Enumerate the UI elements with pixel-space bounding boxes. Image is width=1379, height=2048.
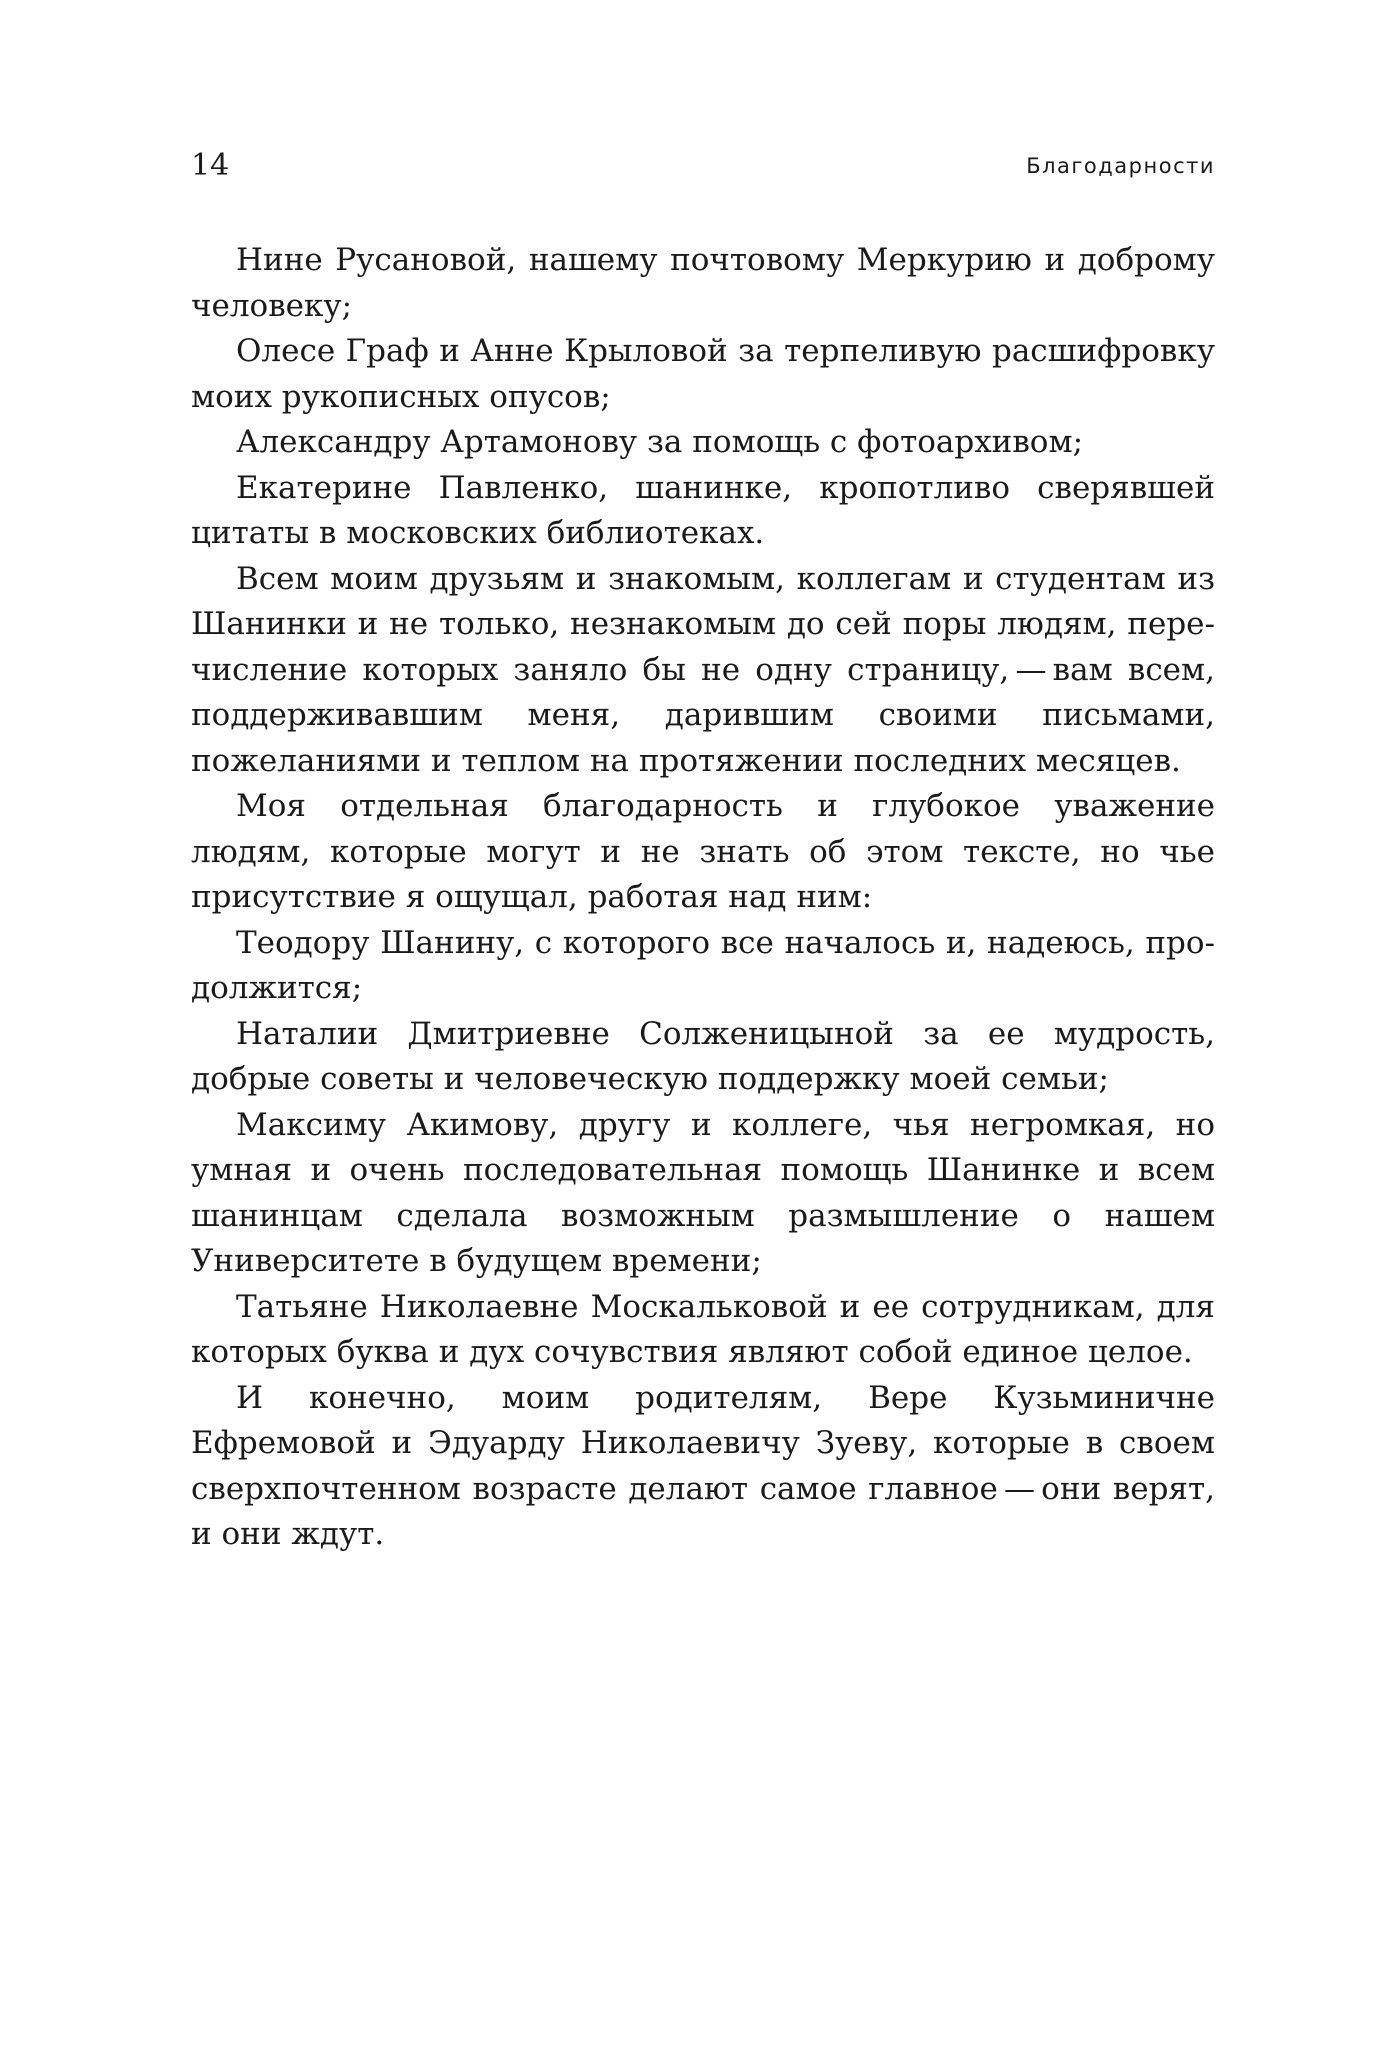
running-head: Благодарности <box>1026 154 1215 178</box>
paragraph-graf-krylova: Олесе Граф и Анне Крыловой за терпеливую расшифровку моих рукописных опусов; <box>191 333 1215 415</box>
body-text <box>191 238 1215 1558</box>
paragraph-parents: И конечно, моим родителям, Вере Кузьминичне Ефремовой и Эдуарду Николаевичу Зуеву, которые в своем сверхпочтенном возрасте делают самое главное — они верят, и они ждут. <box>191 1379 1215 1552</box>
paragraph-pavlenko: Екатерине Павленко, шанинке, кропотливо сверявшей цитаты в московских библиотеках. <box>191 469 1215 551</box>
paragraph-friends: Всем моим друзьям и знакомым, коллегам и студентам из Шанинки и не только, незнакомым до сей поры людям, перечисление которых заняло бы не одну страницу, — вам всем, поддерживавшим меня, дарившим своими письмами, пожеланиями и теплом на протяжении последних месяцев. <box>191 560 1215 779</box>
paragraph-shanin: Теодору Шанину, с которого все началось и, надеюсь, продолжится; <box>191 924 1215 1006</box>
page-number: 14 <box>191 148 230 183</box>
paragraph-akimov: Максиму Акимову, другу и коллеге, чья негромкая, но умная и очень последовательная помощь Шанинке и всем шанинцам сделала возможным размышление о нашем Университете в будущем времени; <box>191 1106 1215 1279</box>
page-header <box>191 146 1215 186</box>
paragraph-rusanova: Нине Русановой, нашему почтовому Меркурию и доброму человеку; <box>191 242 1215 324</box>
paragraph-moskalkova: Татьяне Николаевне Москальковой и ее сотрудникам, для которых буква и дух сочувствия являют собой единое целое. <box>191 1288 1215 1370</box>
paragraph-special-thanks: Моя отдельная благодарность и глубокое уважение людям, которые могут и не знать об этом тексте, но чье присутствие я ощущал, работая над ним: <box>191 788 1215 915</box>
paragraph-artamonov: Александру Артамонову за помощь с фотоархивом; <box>236 424 1084 460</box>
paragraph-solzhenitsyna: Наталии Дмитриевне Солженицыной за ее мудрость, добрые советы и человеческую поддержку моей семьи; <box>191 1015 1215 1097</box>
